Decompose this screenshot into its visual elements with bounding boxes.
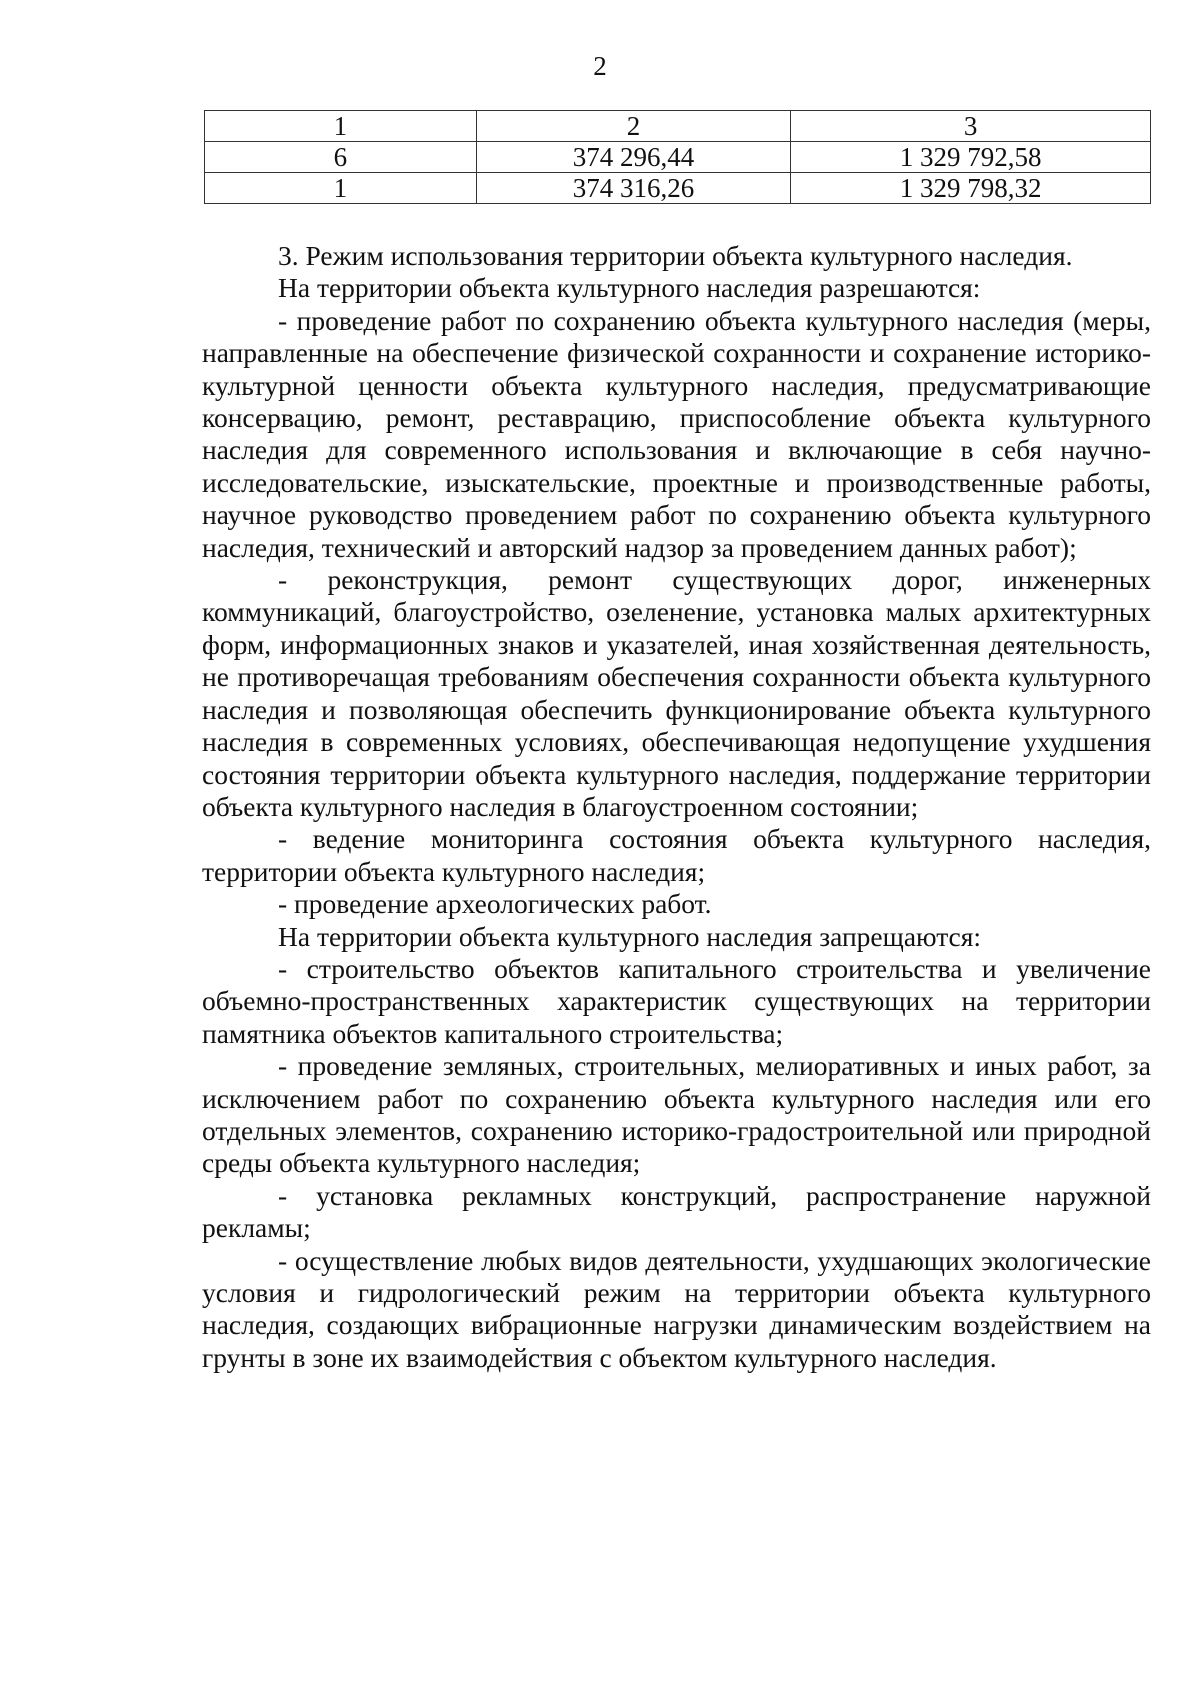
- prohibited-item: - осуществление любых видов деятельности, ухудшающих экологические условия и гидрологический режим на территории объекта культурного наследия, создающих вибрационные нагрузки динамическим воздействием на грунты в зоне их взаимодействия с объектом культурного наследия.: [202, 1244, 1151, 1373]
- allowed-item: - проведение работ по сохранению объекта культурного наследия (меры, направленные на обеспечение физической сохранности и сохранение историко-культурной ценности объекта культурного наследия, предусматривающие консервацию, ремонт, реставрацию, приспособление объекта культурного наследия для современного использования и включающие в себя научно-исследовательские, изыскательские, проектные и производственные работы, научное руководство проведением работ по сохранению объекта культурного наследия, технический и авторский надзор за проведением данных работ);: [202, 304, 1151, 563]
- allowed-item: - проведение археологических работ.: [278, 888, 712, 920]
- table-header-row: [205, 111, 1151, 142]
- table-cell-y: 1 329 798,32: [791, 173, 1151, 204]
- allowed-item: - реконструкция, ремонт существующих дорог, инженерных коммуникаций, благоустройство, озеленение, установка малых архитектурных форм, информационных знаков и указателей, иная хозяйственная деятельность, не противоречащая требованиям обеспечения сохранности объекта культурного наследия и позволяющая обеспечить функционирование объекта культурного наследия в современных условиях, обеспечивающая недопущение ухудшения состояния территории объекта культурного наследия, поддержание территории объекта культурного наследия в благоустроенном состоянии;: [202, 564, 1151, 822]
- section-title: 3. Режим использования территории объекта культурного наследия.: [278, 240, 1073, 271]
- table-cell-x: 374 296,44: [476, 142, 791, 173]
- coordinates-table: [204, 110, 1151, 204]
- table-header-cell: 1: [205, 111, 477, 142]
- table-cell-x: 374 316,26: [476, 173, 791, 204]
- allowed-item: - ведение мониторинга состояния объекта культурного наследия, территории объекта культурного наследия;: [202, 823, 1151, 887]
- table-cell-point: 6: [205, 142, 477, 173]
- table-cell-y: 1 329 792,58: [791, 142, 1151, 173]
- table-row: [205, 173, 1151, 204]
- table-cell-point: 1: [205, 173, 477, 204]
- prohibited-item: - проведение земляных, строительных, мелиоративных и иных работ, за исключением работ по сохранению объекта культурного наследия или его отдельных элементов, сохранению историко-градостроительной или природной среды объекта культурного наследия;: [202, 1050, 1151, 1179]
- table-header-cell: 2: [476, 111, 791, 142]
- table-header-cell: 3: [791, 111, 1151, 142]
- prohibited-intro: На территории объекта культурного наследия запрещаются:: [278, 920, 982, 952]
- document-body: [202, 240, 1151, 1374]
- table-row: [205, 142, 1151, 173]
- prohibited-item: - строительство объектов капитального строительства и увеличение объемно-пространственных характеристик существующих на территории памятника объектов капитального строительства;: [202, 952, 1151, 1049]
- allowed-intro: На территории объекта культурного наследия разрешаются:: [278, 272, 981, 304]
- prohibited-item: - установка рекламных конструкций, распространение наружной рекламы;: [202, 1179, 1151, 1244]
- page-number: 2: [593, 51, 607, 81]
